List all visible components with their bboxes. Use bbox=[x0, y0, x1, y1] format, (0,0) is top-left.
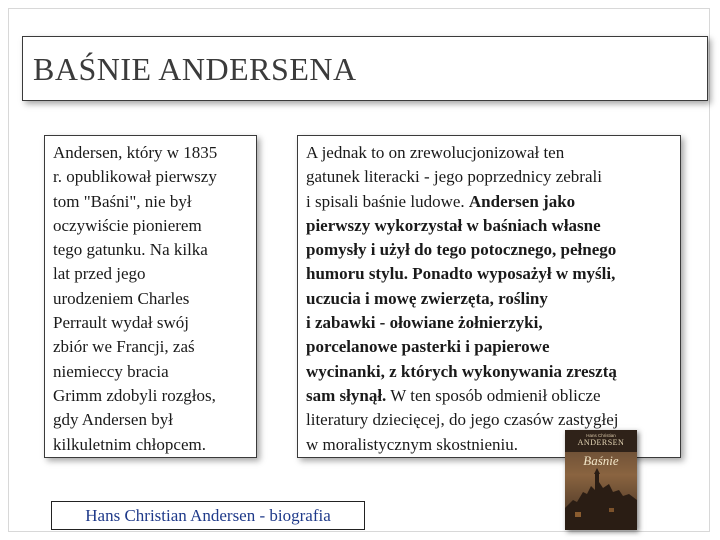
left-text bbox=[53, 141, 248, 457]
text-line: lat przed jego bbox=[53, 264, 146, 284]
text-line: Andersen, który w 1835 bbox=[53, 143, 218, 162]
text-line: Perrault wydał swój bbox=[53, 313, 189, 333]
text-line-bold: Andersen jako bbox=[468, 191, 576, 211]
book-cover-image bbox=[565, 430, 637, 530]
book-title: Baśnie bbox=[583, 453, 619, 468]
text-line: zbiór we Francji, zaś bbox=[53, 337, 195, 357]
text-line: r. opublikował pierwszy bbox=[53, 167, 217, 187]
text-line: literatury dziecięcej, do jego czasów zastygłej bbox=[306, 410, 619, 430]
page-title: BAŚNIE ANDERSENA bbox=[33, 51, 357, 87]
text-line-bold: porcelanowe pasterki i papierowe bbox=[306, 337, 550, 357]
text-line: gatunek literacki - jego poprzednicy zebrali bbox=[306, 167, 602, 187]
right-text bbox=[306, 141, 672, 457]
text-line: i spisali baśnie ludowe. bbox=[306, 191, 469, 211]
text-line: tom "Baśni", nie był bbox=[53, 191, 192, 211]
text-line-bold: wycinanki, z których wykonywania zresztą bbox=[306, 361, 617, 381]
book-author-small: Hans Christian bbox=[586, 433, 616, 438]
book-author: ANDERSEN bbox=[577, 438, 625, 447]
text-line: oczywiście pionierem bbox=[53, 215, 202, 235]
text-line-bold: humoru stylu. Ponadto wyposażył w myśli, bbox=[306, 264, 616, 284]
text-line: tego gatunku. Na kilka bbox=[53, 240, 208, 260]
text-line-bold: i zabawki - ołowiane żołnierzyki, bbox=[306, 313, 543, 333]
text-line: niemieccy bracia bbox=[53, 361, 169, 381]
right-text-column bbox=[297, 135, 681, 458]
text-line: gdy Andersen był bbox=[53, 410, 173, 430]
text-line: W ten sposób odmienił oblicze bbox=[386, 385, 601, 405]
text-line-bold: sam słynął. bbox=[306, 385, 387, 405]
left-text-column bbox=[44, 135, 257, 458]
text-line: kilkuletnim chłopcem. bbox=[53, 434, 206, 454]
text-line-bold: pierwszy wykorzystał w baśniach własne bbox=[306, 215, 601, 235]
text-line-bold: pomysły i użył do tego potocznego, pełnego bbox=[306, 240, 617, 260]
text-line: w moralistycznym skostnieniu. bbox=[306, 434, 519, 454]
text-line-bold: uczucia i mowę zwierzęta, rośliny bbox=[306, 288, 548, 308]
text-line: urodzeniem Charles bbox=[53, 288, 190, 308]
title-box bbox=[22, 36, 708, 101]
biography-link[interactable]: Hans Christian Andersen - biografia bbox=[51, 501, 365, 530]
text-line: A jednak to on zrewolucjonizował ten bbox=[306, 143, 565, 162]
text-line: Grimm zdobyli rozgłos, bbox=[53, 385, 216, 405]
